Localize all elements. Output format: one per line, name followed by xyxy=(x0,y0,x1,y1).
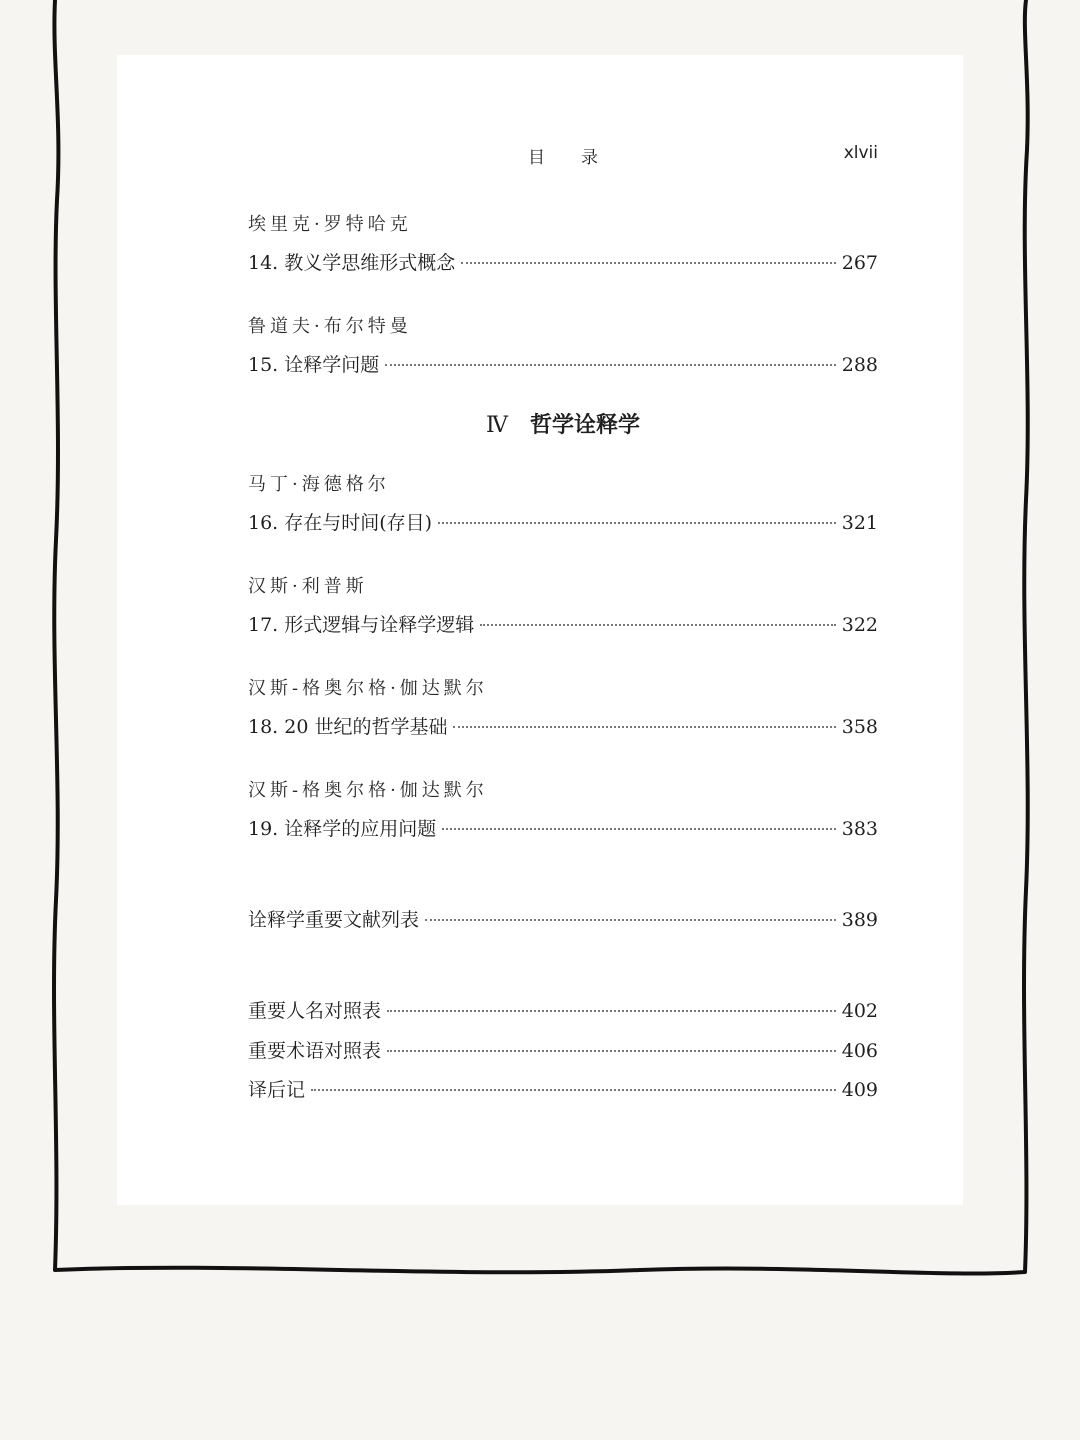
toc-entry-title: 16. 存在与时间(存目) xyxy=(248,512,433,534)
toc-entry-title: 17. 形式逻辑与诠释学逻辑 xyxy=(248,614,475,636)
toc-entry-page: 322 xyxy=(841,614,878,636)
toc-entry-page: 288 xyxy=(841,354,878,376)
part-title: 哲学诠释学 xyxy=(529,413,640,438)
toc-entry-page: 321 xyxy=(841,512,878,534)
toc-entry-page: 358 xyxy=(841,716,878,738)
toc-backmatter-entry[interactable] xyxy=(248,1075,878,1103)
toc-entry-title: 译后记 xyxy=(248,1079,306,1101)
dot-leader xyxy=(461,262,835,264)
toc-entry-page: 409 xyxy=(841,1079,878,1101)
dot-leader xyxy=(387,1010,836,1012)
page-folio: xlvii xyxy=(843,143,878,163)
toc-entry-page: 383 xyxy=(841,818,878,840)
part-heading xyxy=(248,408,878,439)
toc-entry[interactable] xyxy=(248,610,878,638)
dot-leader xyxy=(311,1089,836,1091)
toc-entry[interactable] xyxy=(248,350,878,378)
dot-leader xyxy=(425,919,836,921)
toc-entry-page: 406 xyxy=(841,1040,878,1062)
dot-leader xyxy=(438,522,836,524)
toc-entry-title: 诠释学重要文献列表 xyxy=(248,909,420,931)
toc-backmatter-entry[interactable] xyxy=(248,996,878,1024)
toc-entry[interactable] xyxy=(248,814,878,842)
part-numeral: Ⅳ xyxy=(486,413,508,438)
toc-entry[interactable] xyxy=(248,712,878,740)
toc-entry-page: 267 xyxy=(841,252,878,274)
toc-entry[interactable] xyxy=(248,508,878,536)
toc-entry-title: 重要人名对照表 xyxy=(248,1000,382,1022)
entry-author: 马丁·海德格尔 xyxy=(248,474,390,495)
entry-author: 汉斯-格奥尔格·伽达默尔 xyxy=(248,678,488,699)
dot-leader xyxy=(387,1050,836,1052)
toc-entry-title: 19. 诠释学的应用问题 xyxy=(248,818,437,840)
entry-author: 鲁道夫·布尔特曼 xyxy=(248,316,412,337)
entry-author: 汉斯-格奥尔格·伽达默尔 xyxy=(248,780,488,801)
dot-leader xyxy=(442,828,835,830)
running-title: 目录 xyxy=(528,148,634,168)
toc-entry[interactable] xyxy=(248,248,878,276)
dot-leader xyxy=(453,726,835,728)
dot-leader xyxy=(480,624,835,626)
toc-entry-title: 重要术语对照表 xyxy=(248,1040,382,1062)
toc-entry-page: 402 xyxy=(841,1000,878,1022)
entry-author: 埃里克·罗特哈克 xyxy=(248,214,412,235)
toc-backmatter-entry[interactable] xyxy=(248,905,878,933)
toc-entry-title: 18. 20 世纪的哲学基础 xyxy=(248,716,448,738)
running-head xyxy=(248,143,878,167)
toc-backmatter-entry[interactable] xyxy=(248,1036,878,1064)
toc-entry-page: 389 xyxy=(841,909,878,931)
toc-entry-title: 15. 诠释学问题 xyxy=(248,354,380,376)
entry-author: 汉斯·利普斯 xyxy=(248,576,368,597)
toc-entry-title: 14. 教义学思维形式概念 xyxy=(248,252,456,274)
dot-leader xyxy=(385,364,835,366)
